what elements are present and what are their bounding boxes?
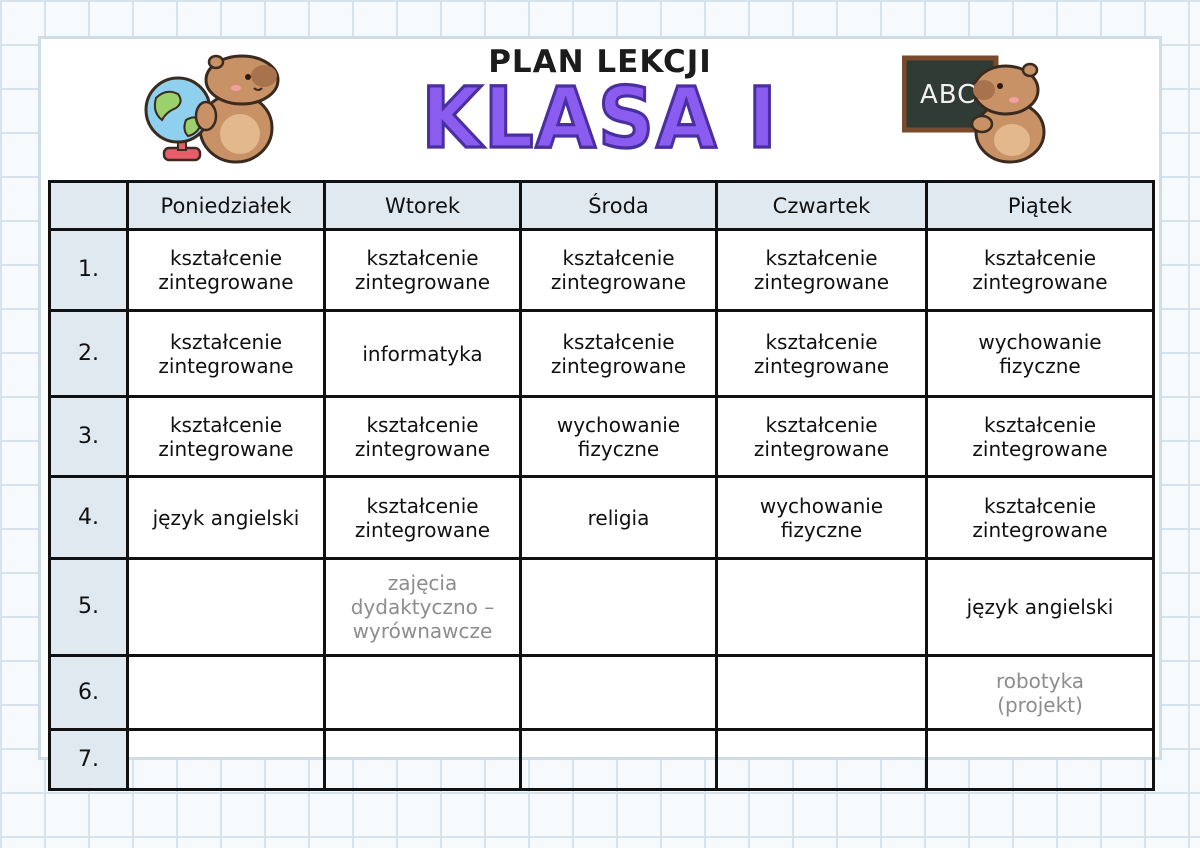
lesson-cell (128, 311, 325, 397)
timetable (48, 180, 1155, 791)
table-row (50, 397, 1154, 477)
lesson-name: kształcenie zintegrowane (354, 412, 491, 461)
lesson-cell (325, 656, 521, 730)
lesson-cell (325, 559, 521, 656)
page-title: KLASA I (421, 70, 779, 168)
lesson-cell (521, 230, 717, 311)
table-row (50, 477, 1154, 559)
header-row (50, 182, 1154, 230)
lesson-cell (325, 730, 521, 790)
lesson-name: kształcenie zintegrowane (972, 412, 1108, 461)
lesson-cell (325, 477, 521, 559)
lesson-name: robotyka (projekt) (995, 668, 1085, 717)
lesson-name: kształcenie zintegrowane (354, 246, 491, 294)
table-row (50, 730, 1154, 790)
day-header: Czwartek (717, 182, 927, 230)
lesson-cell (717, 730, 927, 790)
lesson-cell (128, 656, 325, 730)
lesson-name: kształcenie zintegrowane (354, 493, 491, 542)
day-header: Piątek (927, 182, 1154, 230)
table-row (50, 559, 1154, 656)
period-number: 2. (50, 311, 128, 397)
lesson-name: zajęcia dydaktyczno – wyrównawcze (350, 571, 495, 643)
day-header: Środa (521, 182, 717, 230)
lesson-name: kształcenie zintegrowane (158, 246, 294, 294)
table-row (50, 311, 1154, 397)
lesson-name: informatyka (362, 341, 483, 366)
lesson-name: kształcenie zintegrowane (158, 329, 294, 378)
lesson-cell (927, 730, 1154, 790)
lesson-cell (717, 656, 927, 730)
day-header: Poniedziałek (128, 182, 325, 230)
lesson-name: język angielski (152, 505, 300, 530)
lesson-cell (521, 477, 717, 559)
lesson-cell (128, 477, 325, 559)
lesson-cell (521, 656, 717, 730)
lesson-cell (128, 730, 325, 790)
period-number: 1. (50, 230, 128, 311)
lesson-name: kształcenie zintegrowane (753, 412, 890, 461)
chalkboard-text: ABC (920, 80, 977, 110)
lesson-name: kształcenie zintegrowane (753, 246, 890, 294)
lesson-name: kształcenie zintegrowane (550, 246, 687, 294)
lesson-cell (521, 311, 717, 397)
lesson-cell (128, 230, 325, 311)
lesson-cell (927, 559, 1154, 656)
lesson-name: religia (587, 505, 650, 530)
lesson-cell (927, 311, 1154, 397)
corner-cell (50, 182, 128, 230)
lesson-name: wychowanie fizyczne (556, 412, 681, 461)
day-header: Wtorek (325, 182, 521, 230)
lesson-cell (128, 559, 325, 656)
lesson-cell (927, 230, 1154, 311)
lesson-cell (717, 311, 927, 397)
lesson-cell (717, 230, 927, 311)
lesson-name: kształcenie zintegrowane (753, 329, 890, 378)
lesson-cell (325, 397, 521, 477)
lesson-cell (927, 477, 1154, 559)
lesson-cell (717, 477, 927, 559)
period-number: 6. (50, 656, 128, 730)
table-row (50, 230, 1154, 311)
lesson-cell (325, 311, 521, 397)
lesson-name: kształcenie zintegrowane (972, 493, 1108, 542)
lesson-name: kształcenie zintegrowane (550, 329, 687, 378)
table-row (50, 656, 1154, 730)
lesson-cell (927, 656, 1154, 730)
lesson-cell (717, 559, 927, 656)
lesson-name: język angielski (966, 595, 1114, 619)
period-number: 5. (50, 559, 128, 656)
lesson-cell (128, 397, 325, 477)
lesson-cell (927, 397, 1154, 477)
lesson-cell (521, 559, 717, 656)
lesson-name: kształcenie zintegrowane (972, 246, 1108, 294)
lesson-cell (521, 397, 717, 477)
page-subtitle: PLAN LEKCJI (488, 44, 712, 80)
lesson-cell (521, 730, 717, 790)
lesson-cell (325, 230, 521, 311)
period-number: 7. (50, 730, 128, 790)
lesson-name: wychowanie fizyczne (978, 329, 1102, 378)
period-number: 4. (50, 477, 128, 559)
period-number: 3. (50, 397, 128, 477)
lesson-name: wychowanie fizyczne (759, 493, 884, 542)
lesson-name: kształcenie zintegrowane (158, 412, 294, 461)
lesson-cell (717, 397, 927, 477)
